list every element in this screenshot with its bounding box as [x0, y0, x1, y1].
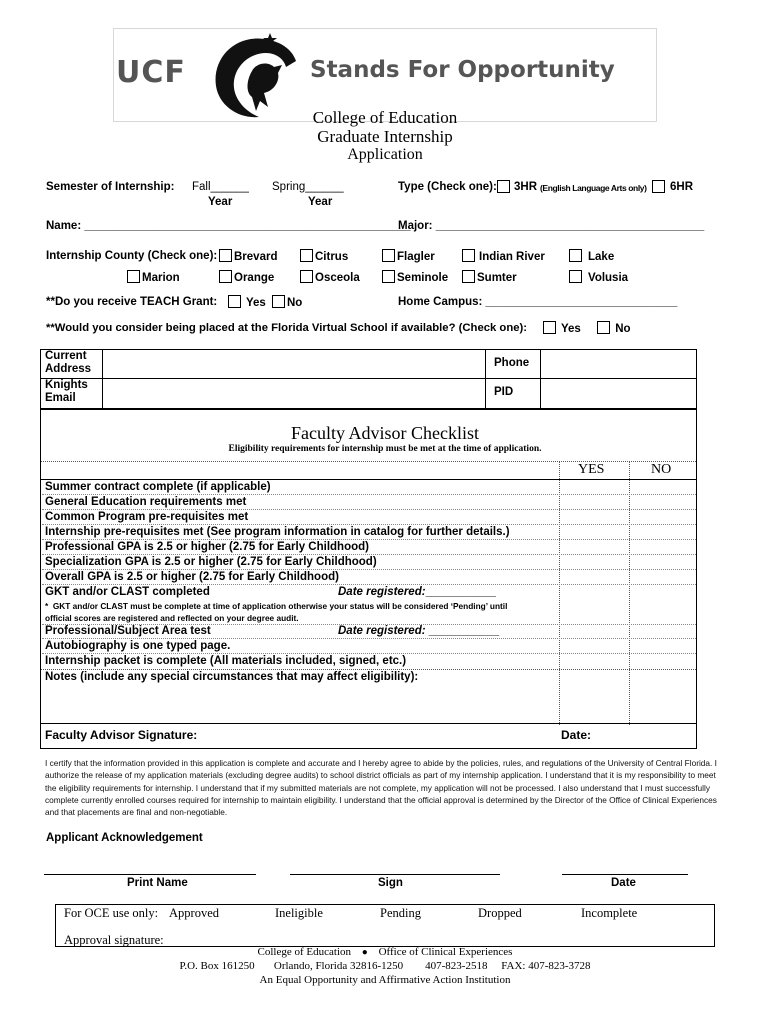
- prof-test-date-registered[interactable]: Date registered: ___________: [338, 625, 500, 637]
- oce-label: For OCE use only:: [64, 906, 159, 920]
- yes-column-header: YES: [578, 462, 605, 477]
- footer-office: Office of Clinical Experiences: [378, 946, 513, 958]
- tagline: Stands For Opportunity: [310, 57, 615, 83]
- oce-approved[interactable]: Approved: [169, 906, 219, 920]
- county-volusia[interactable]: Volusia: [569, 270, 628, 284]
- county-indian-river[interactable]: Indian River: [462, 249, 545, 263]
- type-3hr-label: 3HR: [514, 181, 538, 193]
- fvs-yes[interactable]: Yes: [543, 321, 581, 335]
- sign-line[interactable]: [290, 874, 500, 875]
- county-marion[interactable]: Marion: [127, 270, 180, 284]
- oce-ineligible[interactable]: Ineligible: [275, 906, 323, 920]
- notes-top-line: [41, 669, 696, 670]
- fall-year-label: Year: [208, 196, 233, 208]
- footer-address: P.O. Box 161250 Orlando, Florida 32816-1250 407-823-2518 FAX: 407-823-3728: [179, 960, 591, 972]
- college-title: College of Education: [312, 108, 458, 127]
- pid-label: PID: [494, 386, 514, 398]
- semester-spring[interactable]: Spring______: [272, 181, 344, 193]
- county-lake[interactable]: Lake: [569, 249, 614, 263]
- prof-test-label: Professional/Subject Area test: [45, 625, 211, 637]
- checklist-item: Autobiography is one typed page.: [42, 639, 696, 654]
- fvs-label: **Would you consider being placed at the Florida Virtual School if available? (Check one):: [46, 322, 528, 334]
- checklist-subtitle: Eligibility requirements for internship must be met at the time of application.: [228, 444, 542, 454]
- date-label: Date: [611, 877, 636, 889]
- checklist-item: Overall GPA is 2.5 or higher (2.75 for Early Childhood): [42, 570, 696, 585]
- teach-no[interactable]: No: [272, 295, 302, 309]
- oce-pending[interactable]: Pending: [380, 906, 421, 920]
- checklist-item: Internship packet is complete (All materials included, signed, etc.): [45, 655, 407, 667]
- advisor-date-label: Date:: [561, 728, 592, 742]
- teach-label: **Do you receive TEACH Grant:: [46, 296, 218, 308]
- current-address-label: Current Address: [45, 350, 92, 375]
- pid-field[interactable]: [542, 380, 695, 407]
- semester-fall[interactable]: Fall______: [192, 181, 249, 193]
- checklist-item: Specialization GPA is 2.5 or higher (2.75 for Early Childhood): [42, 555, 696, 570]
- gkt-note-line1: * GKT and/or CLAST must be complete at time of application otherwise your status will be considered ‘Pending’ until: [45, 601, 508, 611]
- checklist-title: Faculty Advisor Checklist: [291, 423, 479, 443]
- home-campus-field[interactable]: Home Campus: ______________________________: [398, 296, 678, 308]
- checklist-item: Professional GPA is 2.5 or higher (2.75 for Early Childhood): [42, 540, 696, 555]
- signature-line-top: [41, 723, 696, 724]
- no-column-header: NO: [651, 462, 672, 477]
- county-citrus[interactable]: Citrus: [300, 249, 348, 263]
- county-label: Internship County (Check one):: [46, 250, 218, 262]
- major-field[interactable]: Major: __________________________________________: [398, 220, 705, 232]
- contact-col-divider-3: [540, 349, 541, 409]
- contact-col-divider-1: [102, 349, 103, 409]
- print-name-label: Print Name: [127, 877, 188, 889]
- acknowledgement-title: Applicant Acknowledgement: [46, 832, 203, 844]
- county-osceola[interactable]: Osceola: [300, 270, 360, 284]
- type-3hr-checkbox[interactable]: [497, 180, 512, 194]
- county-seminole[interactable]: Seminole: [382, 270, 448, 284]
- contact-divider: [40, 378, 697, 379]
- certification-text: I certify that the information provided in this application is complete and accurate and I hereby agree to abide by the policies, rules, and regulations of the University of Central Florida. I authorize the release of my application materials (excluding degree audits) to school district officials as part of my internship application. I understand that it is my responsibility to meet the eligibility requirements for internship. I understand that if my submitted materials are not complete, my application will not be processed. I also understand that I must successfully complete currently enrolled courses required for internship to maintain eligibility. I understand that the official approval is determined by the Director of the Office of Clinical Experiences and that placements are final and non-negotiable.: [45, 758, 717, 818]
- print-name-line[interactable]: [44, 874, 256, 875]
- type-6hr-checkbox[interactable]: [652, 180, 667, 194]
- checklist-item: Common Program pre-requisites met: [42, 510, 696, 525]
- spring-year-label: Year: [308, 196, 333, 208]
- name-field[interactable]: Name: ___________________________________________________: [46, 220, 411, 232]
- ucf-wordmark: UCF: [116, 55, 186, 90]
- footer-line1: [0, 946, 770, 958]
- program-title: Graduate Internship: [317, 127, 453, 146]
- date-line[interactable]: [562, 874, 688, 875]
- advisor-signature-label: Faculty Advisor Signature:: [45, 728, 198, 742]
- fvs-no[interactable]: No: [597, 321, 631, 335]
- checklist-item: General Education requirements met: [42, 495, 696, 510]
- knights-email-field[interactable]: [104, 380, 484, 407]
- footer-eeo: An Equal Opportunity and Affirmative Action Institution: [259, 974, 511, 986]
- gkt-label: GKT and/or CLAST completed: [45, 586, 210, 598]
- type-6hr-label: 6HR: [670, 181, 694, 193]
- footer-college: College of Education: [257, 946, 352, 958]
- oce-incomplete[interactable]: Incomplete: [581, 906, 638, 920]
- gkt-date-registered[interactable]: Date registered:___________: [338, 586, 496, 598]
- county-sumter[interactable]: Sumter: [462, 270, 517, 284]
- gkt-row: [42, 585, 696, 625]
- sign-label: Sign: [378, 877, 403, 889]
- contact-col-divider-2: [485, 349, 486, 409]
- teach-yes[interactable]: Yes: [228, 295, 266, 309]
- doc-type-title: Application: [347, 146, 423, 163]
- notes-label: Notes (include any special circumstances that may affect eligibility):: [45, 671, 419, 683]
- phone-field[interactable]: [542, 351, 695, 377]
- checklist-item: Summer contract complete (if applicable): [42, 480, 696, 495]
- semester-label: Semester of Internship:: [46, 181, 175, 193]
- notes-field[interactable]: [45, 686, 693, 720]
- current-address-field[interactable]: [104, 351, 484, 377]
- type-3hr-note: (English Language Arts only): [540, 183, 647, 193]
- type-label: Type (Check one):: [398, 181, 497, 193]
- phone-label: Phone: [494, 357, 530, 369]
- advisor-signature-field[interactable]: [215, 725, 545, 747]
- county-orange[interactable]: Orange: [219, 270, 274, 284]
- county-flagler[interactable]: Flagler: [382, 249, 435, 263]
- approval-signature-label: Approval signature:: [64, 933, 164, 947]
- knights-email-label: Knights Email: [45, 379, 88, 404]
- county-brevard[interactable]: Brevard: [219, 249, 277, 263]
- checklist-item: Internship pre-requisites met (See program information in catalog for further details.): [42, 525, 696, 540]
- bullet-icon: ●: [361, 947, 368, 958]
- prof-test-row: [42, 624, 696, 639]
- gkt-note-line2: official scores are registered and reflected on your degree audit.: [45, 613, 299, 623]
- oce-dropped[interactable]: Dropped: [478, 906, 522, 920]
